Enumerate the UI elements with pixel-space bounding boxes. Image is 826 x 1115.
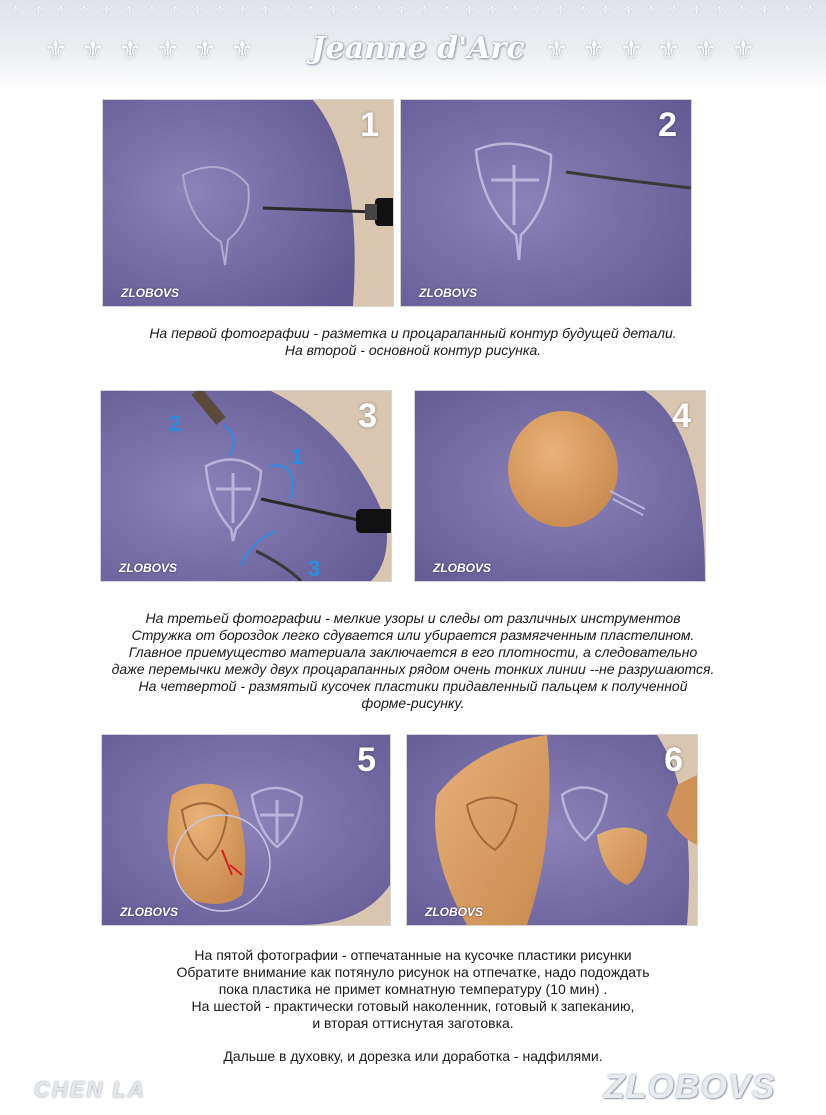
fleur-icon: ⚜: [10, 3, 22, 18]
photo-number: 6: [664, 741, 683, 779]
fleur-icon: ⚜: [350, 3, 362, 18]
fleur-icon: ⚜: [554, 3, 567, 18]
photo-2-illustration: [401, 100, 691, 306]
caption-line: На третьей фотографии - мелкие узоры и следы от различных инструментов: [145, 610, 681, 626]
fleur-icon: ⚜: [193, 35, 217, 65]
fleur-icon: ⚜: [168, 3, 181, 18]
fleur-icon: ⚜: [373, 3, 385, 18]
fleur-icon: ⚜: [259, 3, 272, 18]
fleur-icon: ⚜: [32, 3, 45, 18]
fleur-icon: ⚜: [758, 3, 771, 18]
fleur-icon: ⚜: [667, 3, 680, 18]
caption-line: Стружка от бороздок легко сдувается или убирается размягченным пластелином.: [131, 627, 695, 643]
fleur-icon: ⚜: [155, 35, 180, 65]
fleur-icon: ⚜: [713, 3, 725, 18]
fleur-icon: ⚜: [582, 35, 606, 65]
fleur-row-right: [545, 30, 755, 70]
fleur-icon: ⚜: [486, 3, 499, 18]
fleur-icon: ⚜: [509, 3, 521, 18]
fleur-icon: ⚜: [694, 35, 718, 65]
caption-block-4: [40, 1048, 786, 1065]
fleur-icon: ⚜: [78, 3, 90, 18]
photo-2: [401, 100, 691, 306]
caption-block-1: [40, 325, 786, 359]
fleur-icon: ⚜: [804, 3, 816, 18]
fleur-icon: ⚜: [55, 3, 68, 18]
caption-line: На второй - основной контур рисунка.: [284, 342, 542, 358]
fleur-icon: ⚜: [214, 3, 226, 18]
page-header: [0, 0, 826, 92]
fleur-icon: ⚜: [282, 3, 294, 18]
fleur-icon: ⚜: [731, 35, 755, 65]
caption-line: На шестой - практически готовый наколенник, готовый к запеканию,: [191, 998, 635, 1014]
fleur-icon: ⚜: [327, 3, 340, 18]
fleur-icon: ⚜: [690, 3, 703, 18]
photo-number: 1: [360, 106, 379, 144]
caption-line: На четвертой - размятый кусочек пластики придавленный пальцем к полученной: [138, 678, 688, 694]
fleur-icon: ⚜: [781, 3, 794, 18]
footer-logo-left: CHEN LA: [34, 1077, 146, 1102]
photo-watermark: ZLOBOVS: [419, 286, 478, 300]
fleur-icon: ⚜: [44, 35, 68, 65]
fleur-icon: ⚜: [100, 3, 113, 18]
arrow-label: 2: [169, 411, 182, 436]
fleur-icon: ⚜: [622, 3, 635, 18]
photo-number: 5: [357, 741, 376, 779]
caption-line: На первой фотографии - разметка и процарапанный контур будущей детали.: [149, 325, 677, 341]
fleur-icon: ⚜: [236, 3, 249, 18]
fleur-icon: ⚜: [395, 3, 408, 18]
footer-logo-right: ZLOBOVS: [604, 1068, 776, 1106]
fleur-row-left: [44, 30, 254, 70]
page-title: Jeanne d'Arc: [311, 31, 525, 66]
caption-line: Главное приемущество материала заключается в его плотности, а следовательно: [128, 644, 698, 660]
fleur-icon: ⚜: [118, 35, 142, 65]
caption-block-3: [40, 947, 786, 1032]
photo-watermark: ZLOBOVS: [120, 905, 179, 919]
caption-block-2: [40, 610, 786, 712]
caption-line: форме-рисунку.: [361, 695, 465, 711]
fleur-icon: ⚜: [656, 35, 681, 65]
photo-number: 4: [672, 397, 691, 435]
photo-watermark: ZLOBOVS: [121, 286, 180, 300]
photo-number: 3: [358, 397, 377, 435]
fleur-icon: ⚜: [418, 3, 431, 18]
fleur-icon: ⚜: [619, 35, 643, 65]
fleur-icon: ⚜: [599, 3, 612, 18]
caption-line: даже перемычки между двух процарапанных рядом очень тонких линии --не разрушаются.: [111, 661, 715, 677]
photo-number: 2: [658, 106, 677, 144]
photo-4: [415, 391, 705, 581]
arrow-label: 3: [308, 556, 321, 581]
caption-line: и вторая оттиснутая заготовка.: [312, 1015, 514, 1031]
fleur-icon: ⚜: [736, 3, 748, 18]
photo-1: [103, 100, 393, 306]
fleur-icon: ⚜: [645, 3, 657, 18]
photo-3-illustration: [101, 391, 391, 581]
arrow-label: 1: [291, 444, 304, 469]
photo-watermark: ZLOBOVS: [425, 905, 484, 919]
fleur-icon: ⚜: [123, 3, 136, 18]
photo-1-illustration: [103, 100, 393, 306]
photo-watermark: ZLOBOVS: [119, 561, 178, 575]
photo-5-illustration: [102, 735, 390, 925]
photo-4-illustration: [415, 391, 705, 581]
caption-line: пока пластика не примет комнатную температуру (10 мин) .: [218, 981, 608, 997]
photo-6: [407, 735, 697, 925]
photo-5: [102, 735, 390, 925]
fleur-border-top: [10, 3, 816, 19]
fleur-icon: ⚜: [191, 3, 204, 18]
fleur-icon: ⚜: [441, 3, 453, 18]
fleur-icon: ⚜: [146, 3, 158, 18]
fleur-icon: ⚜: [531, 3, 544, 18]
fleur-icon: ⚜: [304, 3, 317, 18]
caption-line: Дальше в духовку, и дорезка или доработка - надфилями.: [223, 1048, 603, 1064]
fleur-icon: ⚜: [577, 3, 589, 18]
caption-line: На пятой фотографии - отпечатанные на кусочке пластики рисунки: [194, 947, 632, 963]
fleur-icon: ⚜: [230, 35, 254, 65]
caption-line: Обратите внимание как потянуло рисунок на отпечатке, надо подождать: [176, 964, 650, 980]
photo-3: [101, 391, 391, 581]
fleur-icon: ⚜: [81, 35, 105, 65]
photo-watermark: ZLOBOVS: [433, 561, 492, 575]
fleur-icon: ⚜: [463, 3, 476, 18]
photo-6-illustration: [407, 735, 697, 925]
fleur-icon: ⚜: [545, 35, 569, 65]
